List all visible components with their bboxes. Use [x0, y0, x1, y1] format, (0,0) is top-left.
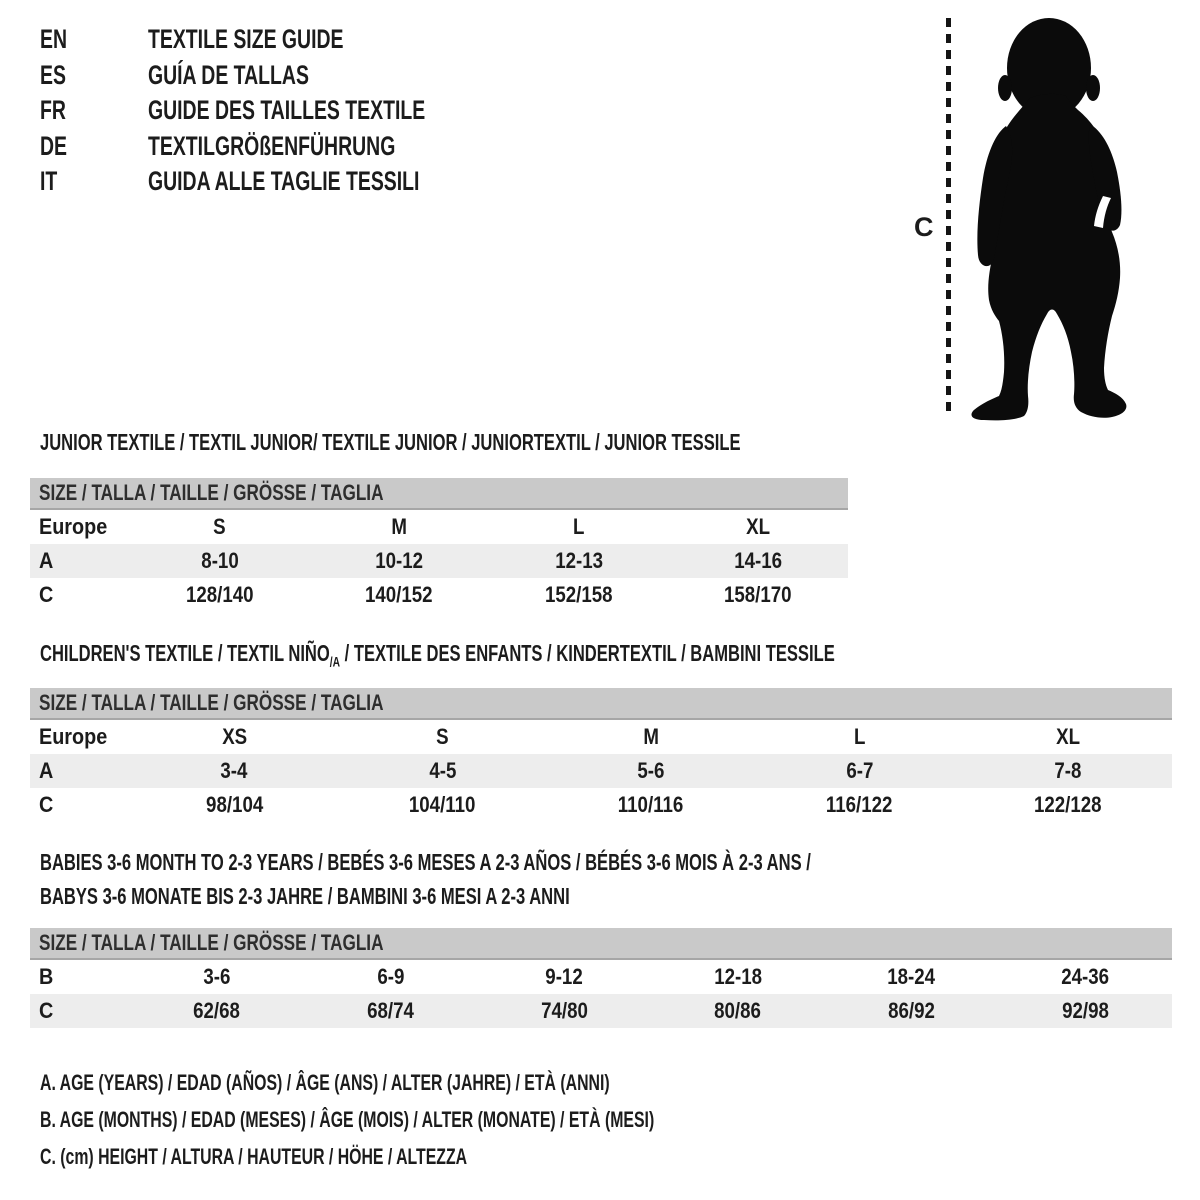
table-cell: 24-36: [1061, 964, 1110, 989]
table-row: [30, 578, 848, 612]
table-row: [30, 960, 1172, 994]
table-cell: 110/116: [618, 792, 684, 817]
row-label: A: [39, 548, 54, 573]
row-label: C: [39, 582, 54, 607]
baby-ear-left: [998, 75, 1012, 101]
row-label: Europe: [39, 724, 108, 749]
table-cell: 92/98: [1061, 998, 1109, 1023]
table-cell: 74/80: [540, 998, 588, 1023]
table-cell: 116/122: [826, 792, 893, 817]
babies-size-table: [30, 928, 1172, 1028]
table-cell: 86/92: [888, 998, 935, 1023]
size-header-bar: [30, 928, 1172, 960]
table-cell: 9-12: [545, 964, 583, 989]
table-cell: 80/86: [714, 998, 762, 1023]
table-cell: 104/110: [409, 792, 476, 817]
table-row: [30, 788, 1172, 822]
table-row: [30, 720, 1172, 754]
height-measure-dashed-line: [945, 18, 953, 416]
language-list: [40, 22, 533, 200]
table-cell: 3-4: [220, 758, 248, 783]
table-cell: 4-5: [429, 758, 457, 783]
table-cell: 122/128: [1034, 792, 1102, 817]
table-cell: S: [436, 724, 449, 749]
legend: [40, 1064, 893, 1175]
table-cell: XL: [1055, 724, 1080, 749]
table-cell: 152/158: [544, 582, 613, 607]
table-cell: 3-6: [203, 964, 231, 989]
table-cell: M: [391, 514, 408, 539]
size-header-bar: [30, 478, 848, 510]
table-cell: 158/170: [724, 582, 793, 607]
language-row: [40, 129, 533, 165]
table-cell: XL: [746, 514, 771, 539]
language-row: [40, 58, 533, 94]
table-cell: 68/74: [367, 998, 414, 1023]
row-label: C: [39, 792, 54, 817]
language-row: [40, 93, 533, 129]
measure-label-c: C: [914, 212, 934, 242]
size-header-bar: [30, 688, 1172, 720]
toddler-silhouette: [960, 14, 1140, 422]
table-rows: [30, 510, 848, 612]
table-cell: 62/68: [193, 998, 241, 1023]
table-cell: 140/152: [365, 582, 434, 607]
table-cell: XS: [221, 724, 247, 749]
row-label: C: [39, 998, 54, 1023]
table-cell: 128/140: [185, 582, 254, 607]
table-row: [30, 994, 1172, 1028]
baby-ear-right: [1086, 75, 1100, 101]
language-label: GUÍA DE TALLAS: [148, 59, 309, 90]
table-cell: 8-10: [201, 548, 239, 573]
language-code: IT: [40, 166, 58, 197]
table-cell: 98/104: [205, 792, 263, 817]
section-title-children: CHILDREN'S TEXTILE / TEXTIL $NIÑO_{/A}$ / TEXTILE DES ENFANTS / KINDERTEXTIL / BAMBINI TESSILE: [40, 640, 835, 671]
table-cell: M: [643, 724, 659, 749]
section-title-junior: JUNIOR TEXTILE / TEXTIL JUNIOR/ TEXTILE JUNIOR / JUNIORTEXTIL / JUNIOR TESSILE: [40, 429, 741, 455]
children-size-table: [30, 688, 1172, 822]
junior-size-table: [30, 478, 848, 612]
size-header-label: SIZE / TALLA / TAILLE / GRÖSSE / TAGLIA: [39, 690, 384, 715]
legend-line-b: B. AGE (MONTHS) / EDAD (MESES) / ÂGE (MOIS) / ALTER (MONATE) / ETÀ (MESI): [40, 1106, 655, 1132]
language-code: EN: [40, 24, 68, 55]
language-label: TEXTILGRÖßENFÜHRUNG: [148, 130, 396, 161]
language-code: FR: [40, 95, 66, 126]
table-cell: L: [573, 514, 585, 539]
row-label: A: [39, 758, 54, 783]
legend-line-a: A. AGE (YEARS) / EDAD (AÑOS) / ÂGE (ANS) / ALTER (JAHRE) / ETÀ (ANNI): [40, 1069, 610, 1095]
table-cell: 12-13: [554, 548, 603, 573]
legend-line-c: C. (cm) HEIGHT / ALTURA / HAUTEUR / HÖHE / ALTEZZA: [40, 1143, 468, 1169]
table-row: [30, 510, 848, 544]
table-cell: 6-9: [376, 964, 405, 989]
row-label: Europe: [39, 514, 108, 539]
table-cell: 5-6: [637, 758, 665, 783]
table-rows: [30, 960, 1172, 1028]
table-cell: 7-8: [1054, 758, 1082, 783]
row-label: B: [39, 964, 54, 989]
section-title-babies: BABIES 3-6 MONTH TO 2-3 YEARS / BEBÉS 3-6 MESES A 2-3 AÑOS / BÉBÉS 3-6 MOIS À 2-3 ANS / BABYS 3-6 MONATE BIS 2-3 JAHRE / BAMBINI 3-6 MESI A 2-3 ANNI: [40, 849, 811, 909]
table-cell: 12-18: [713, 964, 762, 989]
table-row: [30, 544, 848, 578]
table-cell: 18-24: [887, 964, 936, 989]
table-cell: 6-7: [845, 758, 873, 783]
size-header-label: SIZE / TALLA / TAILLE / GRÖSSE / TAGLIA: [39, 930, 384, 955]
language-code: DE: [40, 130, 68, 161]
table-cell: 14-16: [734, 548, 783, 573]
table-cell: 10-12: [375, 548, 424, 573]
language-label: TEXTILE SIZE GUIDE: [148, 24, 344, 55]
language-label: GUIDE DES TAILLES TEXTILE: [148, 95, 426, 126]
size-header-label: SIZE / TALLA / TAILLE / GRÖSSE / TAGLIA: [39, 480, 384, 505]
language-label: GUIDA ALLE TAGLIE TESSILI: [148, 166, 420, 197]
table-cell: L: [853, 724, 866, 749]
language-row: [40, 164, 533, 200]
table-cell: S: [213, 514, 226, 539]
table-row: [30, 754, 1172, 788]
table-rows: [30, 720, 1172, 822]
language-row: [40, 22, 533, 58]
language-code: ES: [40, 59, 66, 90]
